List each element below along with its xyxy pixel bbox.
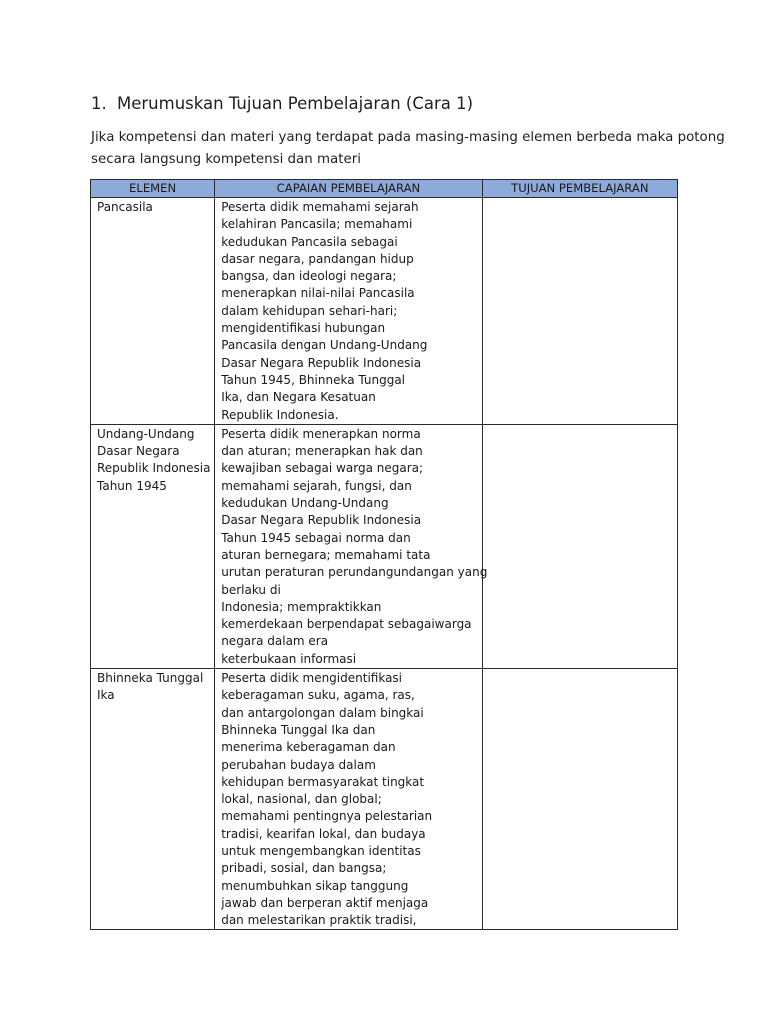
table-row [91,198,678,425]
cell-text-line: Pancasila dengan Undang-Undang [221,338,428,353]
cell-text-line: Peserta didik mengidentifikasi [221,671,403,686]
cell-text-line: kehidupan bermasyarakat tingkat [221,774,425,789]
cell-text-line: dan antargolongan dalam bingkai [221,705,424,720]
cell-text-line: keterbukaan informasi [221,651,357,666]
cell-text-line: Bhinneka Tunggal Ika dan [221,722,376,737]
cell-text-line: keberagaman suku, agama, ras, [221,688,415,703]
cell-text-line: Tahun 1945 sebagai norma dan [221,530,411,545]
intro-paragraph [91,127,725,171]
cell-text-line: Bhinneka Tunggal [97,671,204,686]
cell-text-line: urutan peraturan perundangundangan yang [221,565,488,580]
section-heading [91,94,473,113]
cell-text-line: tradisi, kearifan lokal, dan budaya [221,826,426,841]
cell-text-line: dasar negara, pandangan hidup [221,251,414,266]
cell-capaian-pembelajaran [215,424,488,668]
cell-text-line: untuk mengembangkan identitas [221,843,421,858]
cell-text-line: memahami pentingnya pelestarian [221,809,433,824]
header-elemen: ELEMEN [91,180,215,198]
cell-text-line: Republik Indonesia. [221,407,339,422]
table-header-row [91,180,678,198]
cell-text-line: Ika [97,688,115,703]
cell-text-line: Undang-Undang [97,426,195,441]
cell-text-line: kewajiban sebagai warga negara; [221,461,424,476]
cell-text-line: menerima keberagaman dan [221,740,396,755]
cell-text-line: Republik Indonesia [97,461,211,476]
cell-text-line: Dasar Negara Republik Indonesia [221,513,422,528]
intro-line: Jika kompetensi dan materi yang terdapat pada masing-masing elemen berbeda maka potong [91,130,725,145]
cell-text-line: Ika, dan Negara Kesatuan [221,390,376,405]
cell-text-line: berlaku di [221,582,281,597]
cell-text-line: Indonesia; mempraktikkan [221,599,382,614]
cell-text-line: Dasar Negara [97,444,180,459]
section-number: 1. [91,94,107,113]
table-row [91,669,678,930]
cell-text-line: Peserta didik menerapkan norma [221,426,421,441]
cell-text-line: kelahiran Pancasila; memahami [221,217,413,232]
cell-capaian-pembelajaran [215,198,482,425]
cell-text-line: Pancasila [97,200,153,214]
cell-tujuan-pembelajaran [482,198,677,425]
cell-text-line: mengidentifikasi hubungan [221,321,386,336]
cell-text-line: memahami sejarah, fungsi, dan [221,478,412,493]
cell-text-line: jawab dan berperan aktif menjaga [221,895,429,910]
cell-text-line: menerapkan nilai-nilai Pancasila [221,286,415,301]
cell-elemen [91,424,215,668]
cell-text-line: Peserta didik memahami sejarah [221,200,419,214]
cell-text-line: kemerdekaan berpendapat sebagaiwarga [221,617,472,632]
cell-capaian-pembelajaran [215,669,482,930]
cell-text-line: perubahan budaya dalam [221,757,376,772]
cell-text-line: Dasar Negara Republik Indonesia [221,355,422,370]
cell-text-line: pribadi, sosial, dan bangsa; [221,861,387,876]
cell-text-line: negara dalam era [221,634,329,649]
table-row [91,424,678,668]
cell-text-line: lokal, nasional, dan global; [221,792,382,807]
learning-objectives-table [90,179,678,930]
cell-text-line: kedudukan Undang-Undang [221,496,389,511]
cell-text-line: Tahun 1945 [97,478,167,493]
cell-text-line: aturan bernegara; memahami tata [221,547,431,562]
cell-text-line: dan melestarikan praktik tradisi, [221,913,417,928]
cell-text-line: Tahun 1945, Bhinneka Tunggal [221,372,406,387]
intro-line: secara langsung kompetensi dan materi [91,152,361,167]
cell-text-line: bangsa, dan ideologi negara; [221,269,397,284]
header-tujuan-pembelajaran: TUJUAN PEMBELAJARAN [482,180,677,198]
cell-text-line: dan aturan; menerapkan hak dan [221,444,423,459]
cell-tujuan-pembelajaran [482,424,677,668]
cell-text-line: menumbuhkan sikap tanggung [221,878,409,893]
cell-tujuan-pembelajaran [482,669,677,930]
section-title: Merumuskan Tujuan Pembelajaran (Cara 1) [117,94,474,113]
header-capaian-pembelajaran: CAPAIAN PEMBELAJARAN [215,180,482,198]
cell-text-line: kedudukan Pancasila sebagai [221,234,398,249]
cell-text-line: dalam kehidupan sehari-hari; [221,303,398,318]
cell-elemen [91,198,215,425]
cell-elemen [91,669,215,930]
